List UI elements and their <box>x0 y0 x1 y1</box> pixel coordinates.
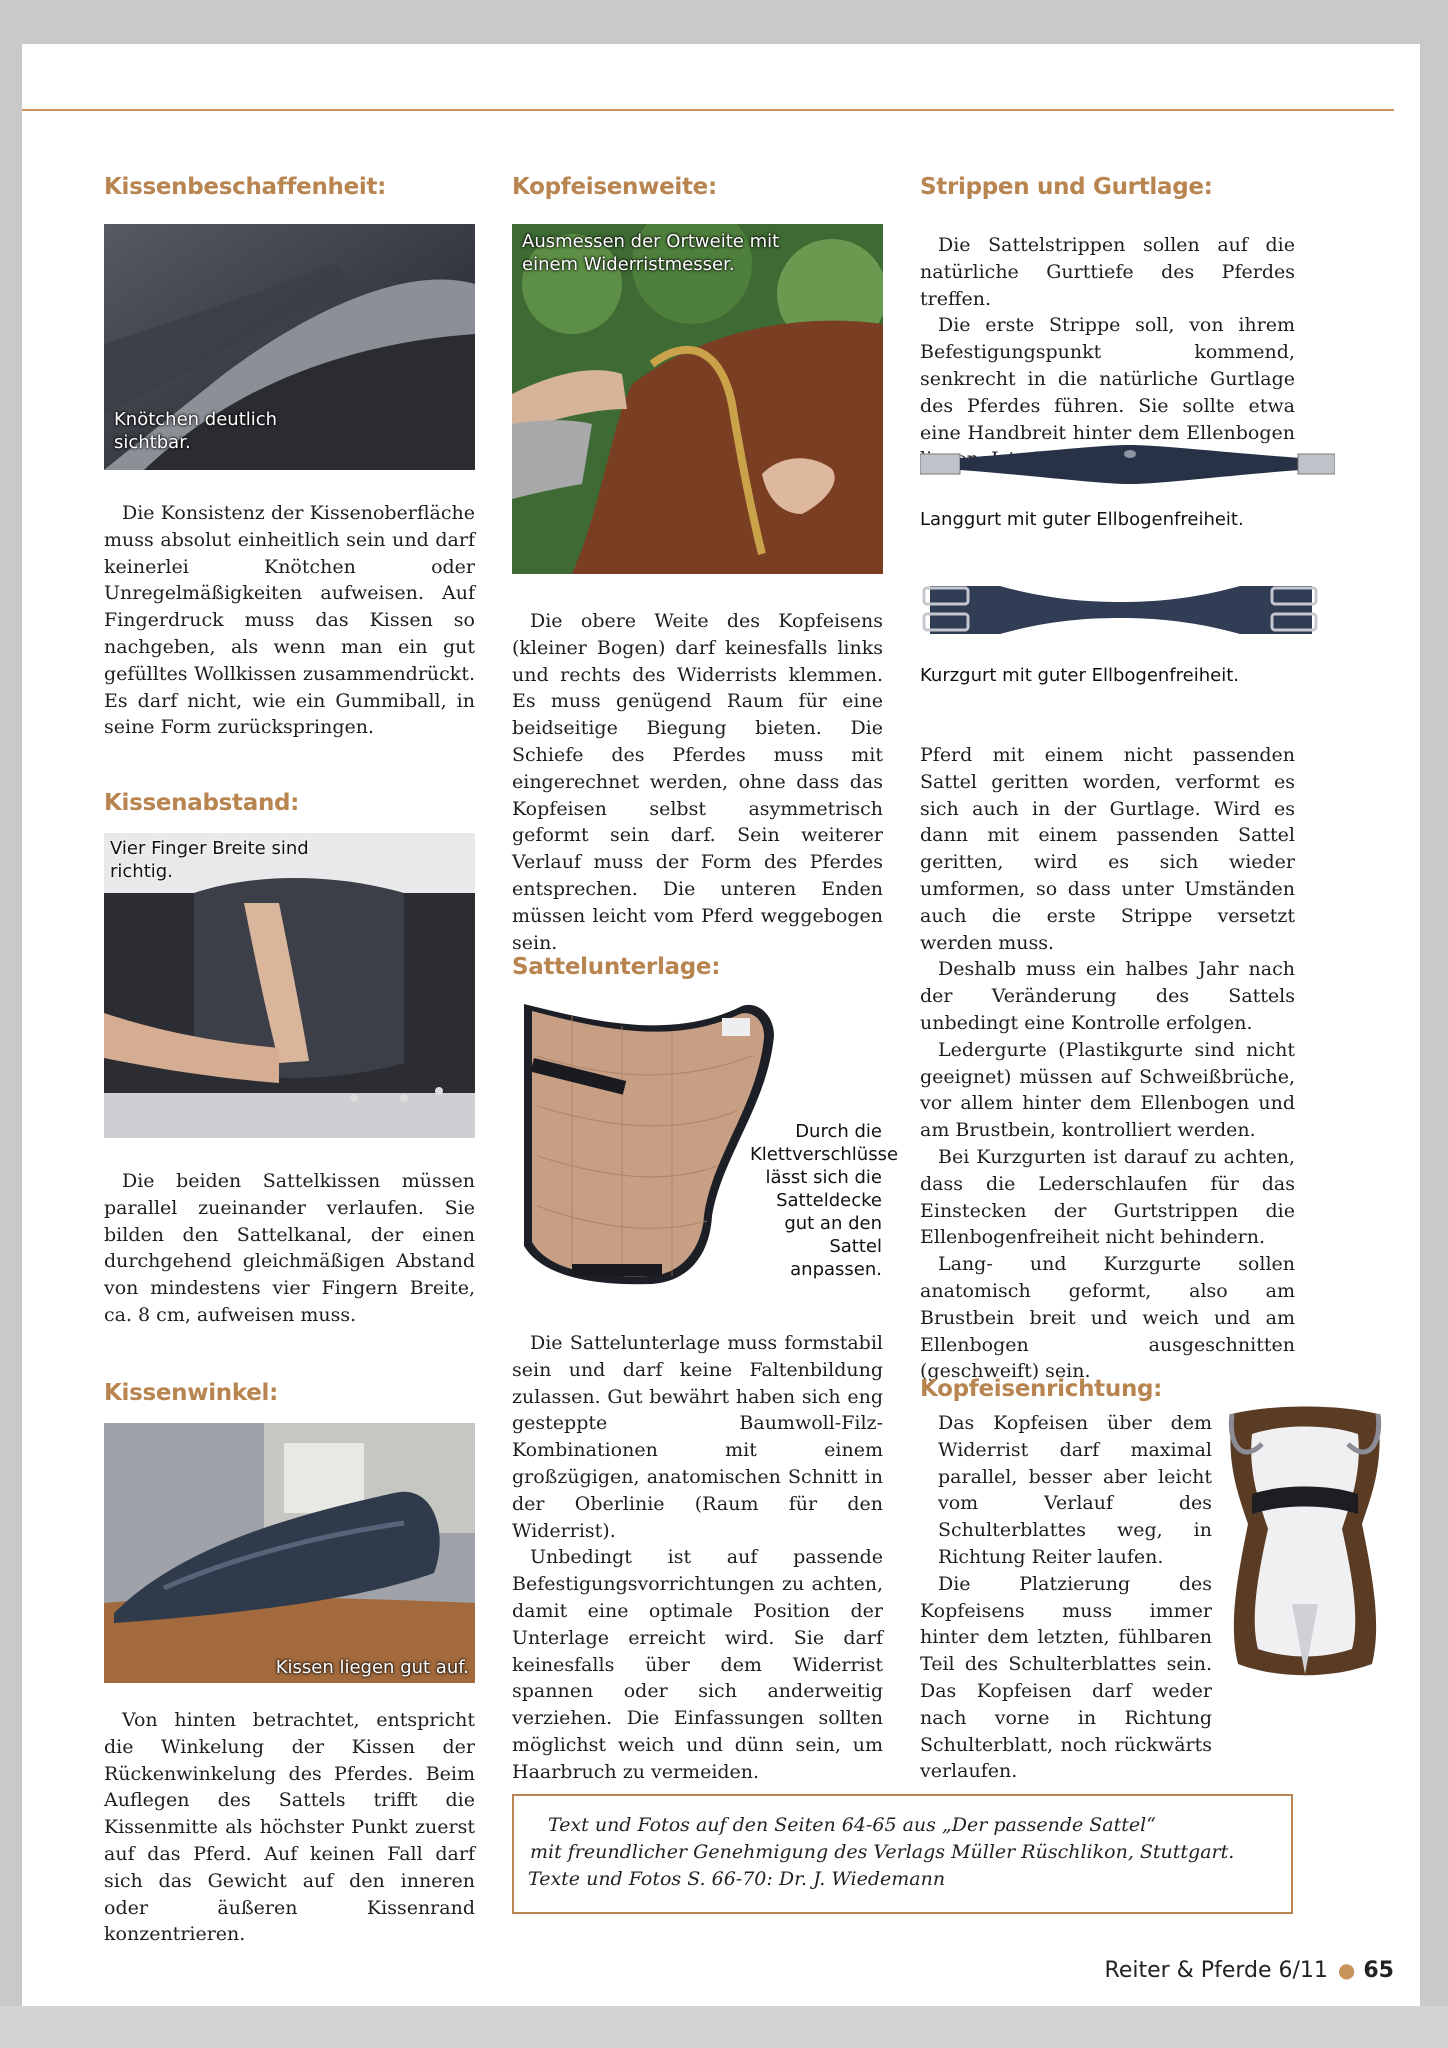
credit-box <box>512 1794 1293 1914</box>
paragraph: Die erste Strippe soll, von ihrem Befestigungspunkt kommend, senkrecht in die natürliche Gurtlage des Pferdes führen. Sie sollte etwa eine Handbreit hinter dem Ellenbogen <box>920 314 1295 444</box>
page-footer <box>1105 1958 1394 1983</box>
photo-caption: Knötchen deutlich sichtbar. <box>114 409 278 453</box>
bullet-icon: ● <box>1337 1958 1356 1982</box>
paragraph: Ledergurte (Plastikgurte sind nicht geeignet) müssen auf Schweißbrüche, vor allem hinter dem Ellenbogen und am Brustbein, kontrolliert werden. <box>920 1038 1295 1142</box>
paragraph: Bei Kurzgurten ist darauf zu achten, dass die Lederschlaufen für das Einstecken der Gurtstrippen die Ellenbogenfreiheit nicht behindern. <box>920 1145 1295 1249</box>
paragraph: Die obere Weite des Kopfeisens (kleiner Bogen) darf keinesfalls links und rechts des Widerrists klemmen. Es muss genügend Raum für eine beidseitige Biegung bieten. Die Schiefe des Pferdes muss mit eingerechnet werden, ohne dass das Kopfeisen selbst asymmetrisch geformt sein darf. Sein weiterer Verlauf muss der Form des Pferdes entsprechen. Die unteren Enden müssen leicht vom Pferd weggebogen sein. <box>512 610 883 954</box>
caption-kurzgurt: Kurzgurt mit guter Ellbogenfreiheit. <box>920 665 1239 686</box>
text-sattelunterlage <box>512 1330 883 1786</box>
photo-saddle-tree <box>1222 1404 1388 1682</box>
credit-line: Text und Fotos auf den Seiten 64-65 aus „Der passende Sattel“ <box>548 1814 1156 1836</box>
photo-langgurt <box>920 440 1335 490</box>
photo-caption: Ausmessen der Ortweite mit einem Widerristmesser. <box>522 231 780 275</box>
paragraph: Von hinten betrachtet, entspricht die Winkelung der Kissen der Rückenwinkelung des Pferdes. Beim Auflegen des Sattels trifft die Kissenmitte als höchster Punkt zuerst auf das Pferd. Auf keinen Fall darf sich das Gewicht auf den inneren oder äußeren Kissenrand konzentrieren. <box>104 1709 475 1946</box>
paragraph: Unbedingt ist auf passende Befestigungsvorrichtungen zu achten, damit eine optimale Position der Unterlage erreicht wird. Sie darf keinesfalls über dem Widerrist spannen oder sich anderweitig verziehen. Die Einfassungen sollten möglichst weich und dünn sein, um Haarbruch zu vermeiden. <box>512 1546 883 1783</box>
heading-strippen-gurtlage: Strippen und Gurtlage: <box>920 174 1213 200</box>
photo-caption: Kissen liegen gut auf. <box>275 1657 469 1678</box>
heading-kopfeisenweite: Kopfeisenweite: <box>512 174 717 200</box>
heading-kissenwinkel: Kissenwinkel: <box>104 1380 279 1406</box>
magazine-issue: Reiter & Pferde 6/11 <box>1104 1958 1328 1983</box>
photo-pad-spacing <box>104 833 475 1138</box>
text-kopfeisenrichtung <box>920 1410 1212 1785</box>
paragraph: Die Platzierung des Kopfeisens muss immer hinter dem letzten, fühlbaren Teil des Schulterblattes sein. Das Kopfeisen darf weder nach vorne in Richtung Schulterblatt, noch rückwärts verlaufen. <box>920 1572 1212 1783</box>
heading-kopfeisenrichtung: Kopfeisenrichtung: <box>920 1376 1163 1402</box>
heading-kissenabstand: Kissenabstand: <box>104 790 300 816</box>
page-number: 65 <box>1363 1958 1394 1983</box>
text-strippen-bottom <box>920 742 1295 1385</box>
text-kissenabstand <box>104 1168 475 1329</box>
heading-sattelunterlage: Sattelunterlage: <box>512 954 721 980</box>
paragraph: Das Kopfeisen über dem Widerrist darf maximal parallel, besser aber leicht vom Verlauf des Schulterblattes weg, in Richtung Reiter laufen. <box>938 1412 1212 1568</box>
paragraph: Lang- und Kurzgurte sollen anatomisch geformt, also am Brustbein breit und weich und am Ellenbogen ausgeschnitten (geschweift) sein. <box>920 1253 1295 1383</box>
caption-langgurt: Langgurt mit guter Ellbogenfreiheit. <box>920 509 1244 530</box>
text-strippen-top <box>920 232 1295 473</box>
credit-line: Texte und Fotos S. 66-70: Dr. J. Wiedemann <box>528 1868 946 1890</box>
paragraph: Die Sattelunterlage muss formstabil sein und darf keine Faltenbildung zulassen. Gut bewährt haben sich eng gesteppte Baumwoll-Filz-Kombinationen mit einem großzügigen, anatomischen Schnitt in der Oberlinie (Raum für den Widerrist). <box>512 1332 883 1542</box>
text-kissenwinkel <box>104 1707 475 1948</box>
heading-kissenbeschaffenheit: Kissenbeschaffenheit: <box>104 174 387 200</box>
paragraph: Deshalb muss ein halbes Jahr nach der Veränderung des Sattels unbedingt eine Kontrolle erfolgen. <box>920 958 1295 1034</box>
top-rule <box>22 109 1394 111</box>
photo-withers-gauge <box>512 224 883 574</box>
paragraph: Die beiden Sattelkissen müssen parallel zueinander verlaufen. Sie bilden den Sattelkanal, der einen durchgehend gleichmäßigen Abstand von mindestens vier Fingern Breite, ca. 8 cm, aufweisen muss. <box>104 1170 475 1326</box>
photo-pad-angle <box>104 1423 475 1683</box>
paragraph: Die Sattelstrippen sollen auf die natürliche Gurttiefe des Pferdes treffen. <box>920 234 1295 310</box>
page-bottom-margin <box>0 2006 1448 2048</box>
photo-caption: Vier Finger Breite sind richtig. <box>110 838 309 882</box>
photo-caption-saddle-pad: Durch die Klettverschlüsse lässt sich die Satteldecke gut an den Sattel anpassen. <box>750 1121 899 1280</box>
paragraph: Pferd mit einem nicht passenden Sattel geritten worden, verformt es sich auch in der Gurtlage. Wird es dann mit einem passenden Sattel geritten, wird es sich wieder umformen, so dass unter Umständen auch die erste Strippe versetzt werden muss. <box>920 744 1295 954</box>
photo-saddle-pad-knots <box>104 224 475 470</box>
text-kissenbeschaffenheit <box>104 500 475 741</box>
credit-line: mit freundlicher Genehmigung des Verlags Müller Rüschlikon, Stuttgart. <box>530 1841 1235 1863</box>
photo-kurzgurt <box>920 578 1320 646</box>
text-kopfeisenweite <box>512 608 883 956</box>
paragraph: Die Konsistenz der Kissenoberfläche muss absolut einheitlich sein und darf keinerlei Knötchen oder Unregelmäßigkeiten aufweisen. Auf Fingerdruck muss das Kissen so nachgeben, als wenn man ein gut gefülltes Wollkissen zusammendrückt. Es darf nicht, wie ein Gummiball, in seine Form zurückspringen. <box>104 502 475 739</box>
